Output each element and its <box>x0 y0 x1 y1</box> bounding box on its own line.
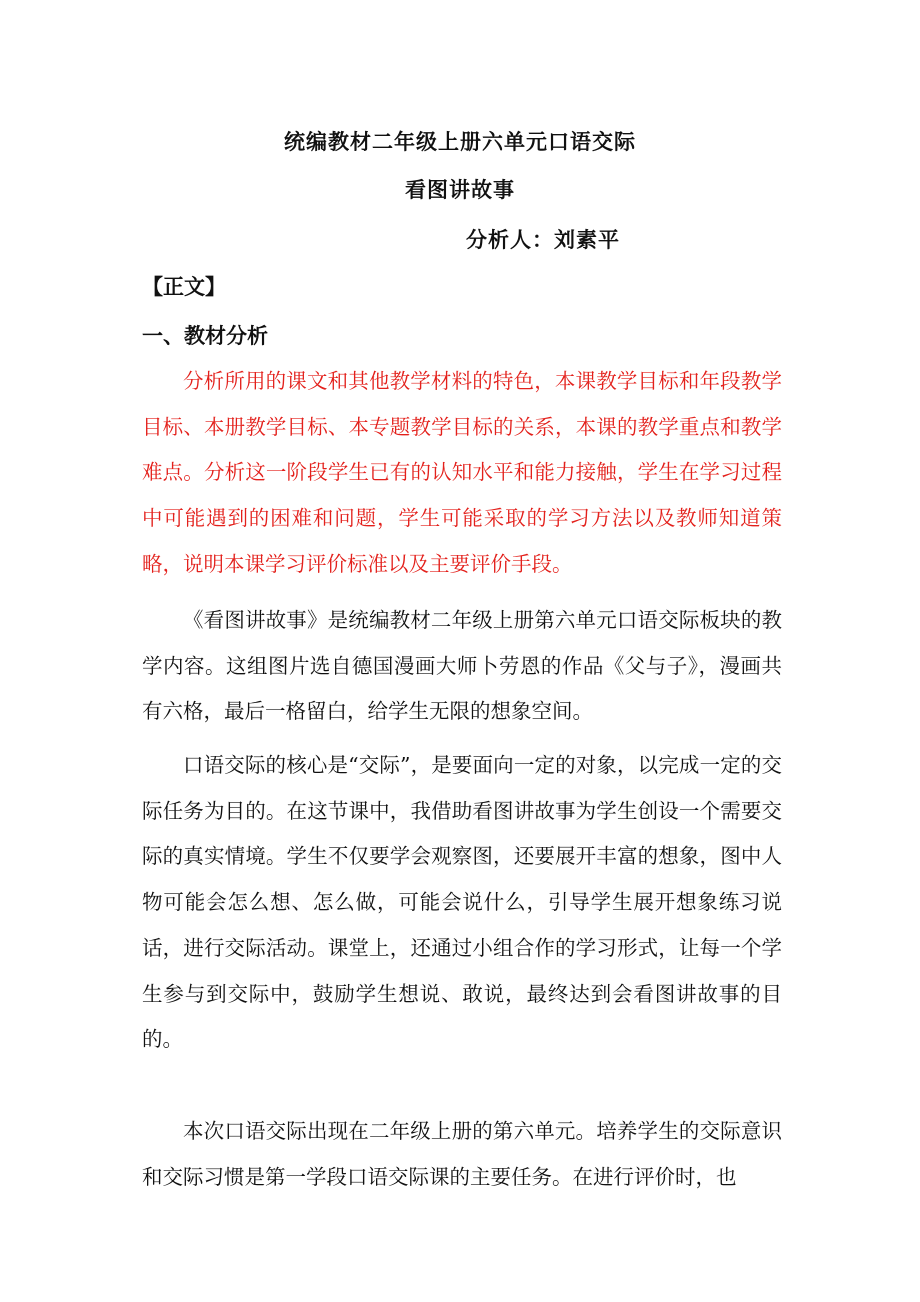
document-subtitle: 看图讲故事 <box>405 177 515 202</box>
paragraph-core: 口语交际的核心是“交际”，是要面向一定的对象，以完成一定的交际任务为目的。在这节课中，我借助看图讲故事为学生创设一个需要交际的真实情境。学生不仅要学会观察图，还要展开丰富的想象，图中人物可能会怎么想、怎么做，可能会说什么，引导学生展开想象练习说话，进行交际活动。课堂上，还通过小组合作的学习形式，让每一个学生参与到交际中，鼓励学生想说、敢说，最终达到会看图讲故事的目的。 <box>142 753 782 1052</box>
section-heading-textbook-analysis: 一、教材分析 <box>142 323 268 348</box>
paragraph-intro: 《看图讲故事》是统编教材二年级上册第六单元口语交际板块的教学内容。这组图片选自德国漫画大师卜劳恩的作品《父与子》，漫画共有六格，最后一格留白，给学生无限的想象空间。 <box>142 608 782 724</box>
body-section-label: 【正文】 <box>142 274 226 299</box>
analyst-line: 分析人：刘素平 <box>466 227 620 252</box>
paragraph-unit: 本次口语交际出现在二年级上册的第六单元。培养学生的交际意识和交际习惯是第一学段口语交际课的主要任务。在进行评价时，也 <box>142 1119 782 1189</box>
document-title: 统编教材二年级上册六单元口语交际 <box>284 129 636 154</box>
guide-instructions: 分析所用的课文和其他教学材料的特色，本课教学目标和年段教学目标、本册教学目标、本专题教学目标的关系，本课的教学重点和教学难点。分析这一阶段学生已有的认知水平和能力接触，学生在学习过程中可能遇到的困难和问题，学生可能采取的学习方法以及教师知道策略，说明本课学习评价标准以及主要评价手段。 <box>142 369 782 576</box>
